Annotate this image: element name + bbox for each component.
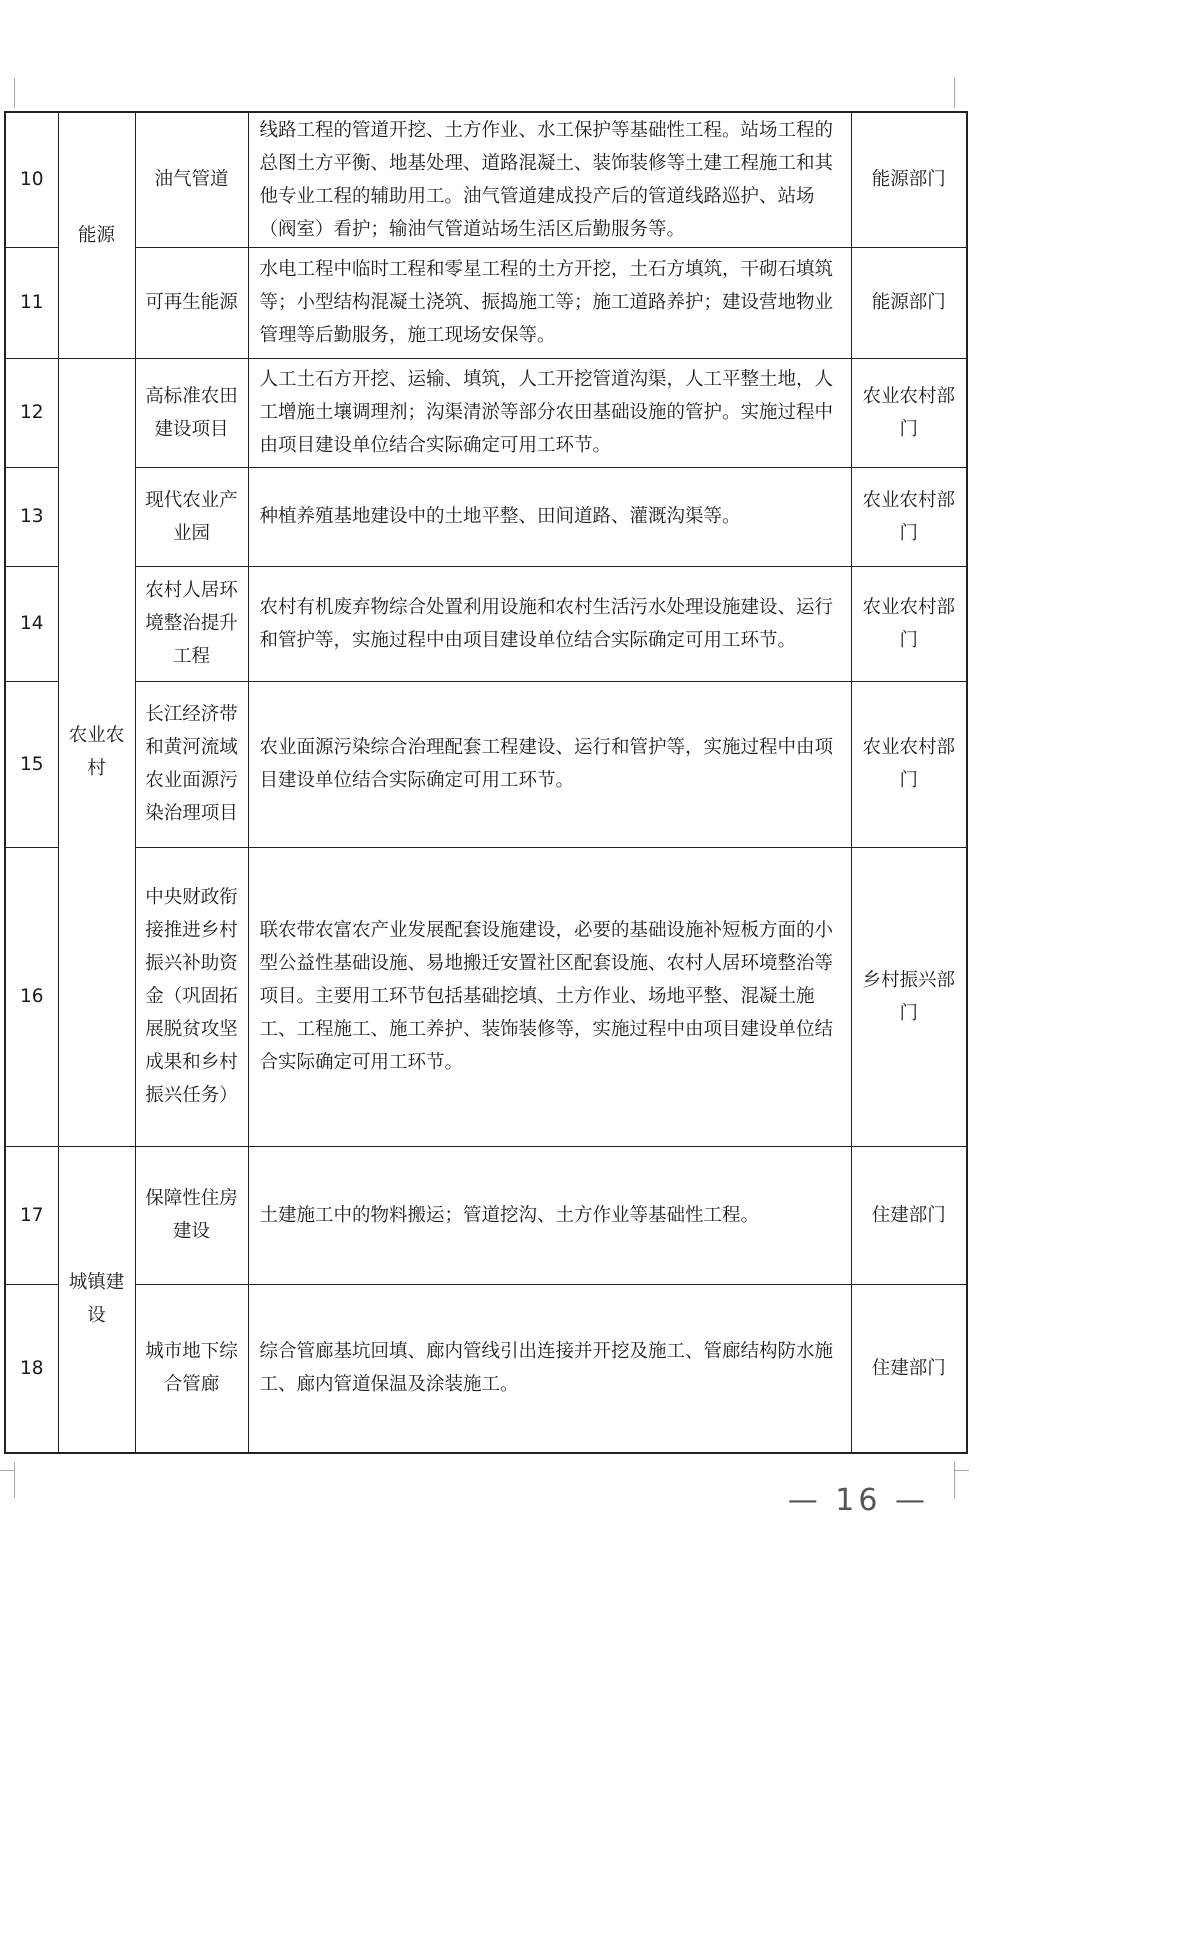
project-table: [4, 111, 968, 1454]
project-cell: 保障性住房建设: [135, 1146, 248, 1284]
crop-mark-top-left: [14, 78, 15, 108]
crop-mark-bottom-left-v: [14, 1462, 15, 1498]
table-row: [5, 847, 967, 1146]
department-cell: 农业农村部门: [851, 467, 967, 566]
project-cell: 高标准农田建设项目: [135, 358, 248, 467]
row-number: 14: [5, 566, 58, 681]
description-cell: 种植养殖基地建设中的土地平整、田间道路、灌溉沟渠等。: [248, 467, 851, 566]
crop-mark-bottom-right-h: [955, 1470, 969, 1471]
table-row: [5, 358, 967, 467]
description-cell: 联农带农富农产业发展配套设施建设，必要的基础设施补短板方面的小型公益性基础设施、易地搬迁安置社区配套设施、农村人居环境整治等项目。主要用工环节包括基础挖填、土方作业、场地平整、混凝土施工、工程施工、施工养护、装饰装修等，实施过程中由项目建设单位结合实际确定可用工环节。: [248, 847, 851, 1146]
project-cell: 现代农业产业园: [135, 467, 248, 566]
department-cell: 乡村振兴部门: [851, 847, 967, 1146]
department-cell: 农业农村部门: [851, 566, 967, 681]
project-cell: 可再生能源: [135, 247, 248, 358]
table-row: [5, 681, 967, 847]
page-number: — 16 —: [787, 1483, 929, 1518]
table-row: [5, 566, 967, 681]
crop-mark-bottom-left-h: [0, 1470, 14, 1471]
project-cell: 长江经济带和黄河流域农业面源污染治理项目: [135, 681, 248, 847]
row-number: 13: [5, 467, 58, 566]
table-row: [5, 112, 967, 247]
project-cell: 油气管道: [135, 112, 248, 247]
description-cell: 人工土石方开挖、运输、填筑，人工开挖管道沟渠，人工平整土地，人工增施土壤调理剂；沟渠清淤等部分农田基础设施的管护。实施过程中由项目建设单位结合实际确定可用工环节。: [248, 358, 851, 467]
row-number: 18: [5, 1284, 58, 1453]
crop-mark-bottom-right-v: [954, 1462, 955, 1498]
row-number: 17: [5, 1146, 58, 1284]
sector-cell: 能源: [58, 112, 135, 358]
row-number: 12: [5, 358, 58, 467]
department-cell: 能源部门: [851, 112, 967, 247]
department-cell: 能源部门: [851, 247, 967, 358]
row-number: 11: [5, 247, 58, 358]
project-cell: 中央财政衔接推进乡村振兴补助资金（巩固拓展脱贫攻坚成果和乡村振兴任务）: [135, 847, 248, 1146]
description-cell: 线路工程的管道开挖、土方作业、水工保护等基础性工程。站场工程的总图土方平衡、地基处理、道路混凝土、装饰装修等土建工程施工和其他专业工程的辅助用工。油气管道建成投产后的管道线路巡护、站场（阀室）看护；输油气管道站场生活区后勤服务等。: [248, 112, 851, 247]
row-number: 15: [5, 681, 58, 847]
description-cell: 农业面源污染综合治理配套工程建设、运行和管护等，实施过程中由项目建设单位结合实际确定可用工环节。: [248, 681, 851, 847]
row-number: 16: [5, 847, 58, 1146]
description-cell: 土建施工中的物料搬运；管道挖沟、土方作业等基础性工程。: [248, 1146, 851, 1284]
project-cell: 城市地下综合管廊: [135, 1284, 248, 1453]
table-row: [5, 247, 967, 358]
table-row: [5, 1146, 967, 1284]
table-row: [5, 467, 967, 566]
row-number: 10: [5, 112, 58, 247]
department-cell: 农业农村部门: [851, 358, 967, 467]
project-cell: 农村人居环境整治提升工程: [135, 566, 248, 681]
department-cell: 住建部门: [851, 1146, 967, 1284]
department-cell: 农业农村部门: [851, 681, 967, 847]
description-cell: 农村有机废弃物综合处置利用设施和农村生活污水处理设施建设、运行和管护等，实施过程中由项目建设单位结合实际确定可用工环节。: [248, 566, 851, 681]
sector-cell: 农业农村: [58, 358, 135, 1146]
description-cell: 综合管廊基坑回填、廊内管线引出连接并开挖及施工、管廊结构防水施工、廊内管道保温及涂装施工。: [248, 1284, 851, 1453]
sector-cell: 城镇建设: [58, 1146, 135, 1453]
table-row: [5, 1284, 967, 1453]
crop-mark-top-right: [954, 78, 955, 108]
department-cell: 住建部门: [851, 1284, 967, 1453]
description-cell: 水电工程中临时工程和零星工程的土方开挖，土石方填筑，干砌石填筑等；小型结构混凝土浇筑、振捣施工等；施工道路养护；建设营地物业管理等后勤服务，施工现场安保等。: [248, 247, 851, 358]
